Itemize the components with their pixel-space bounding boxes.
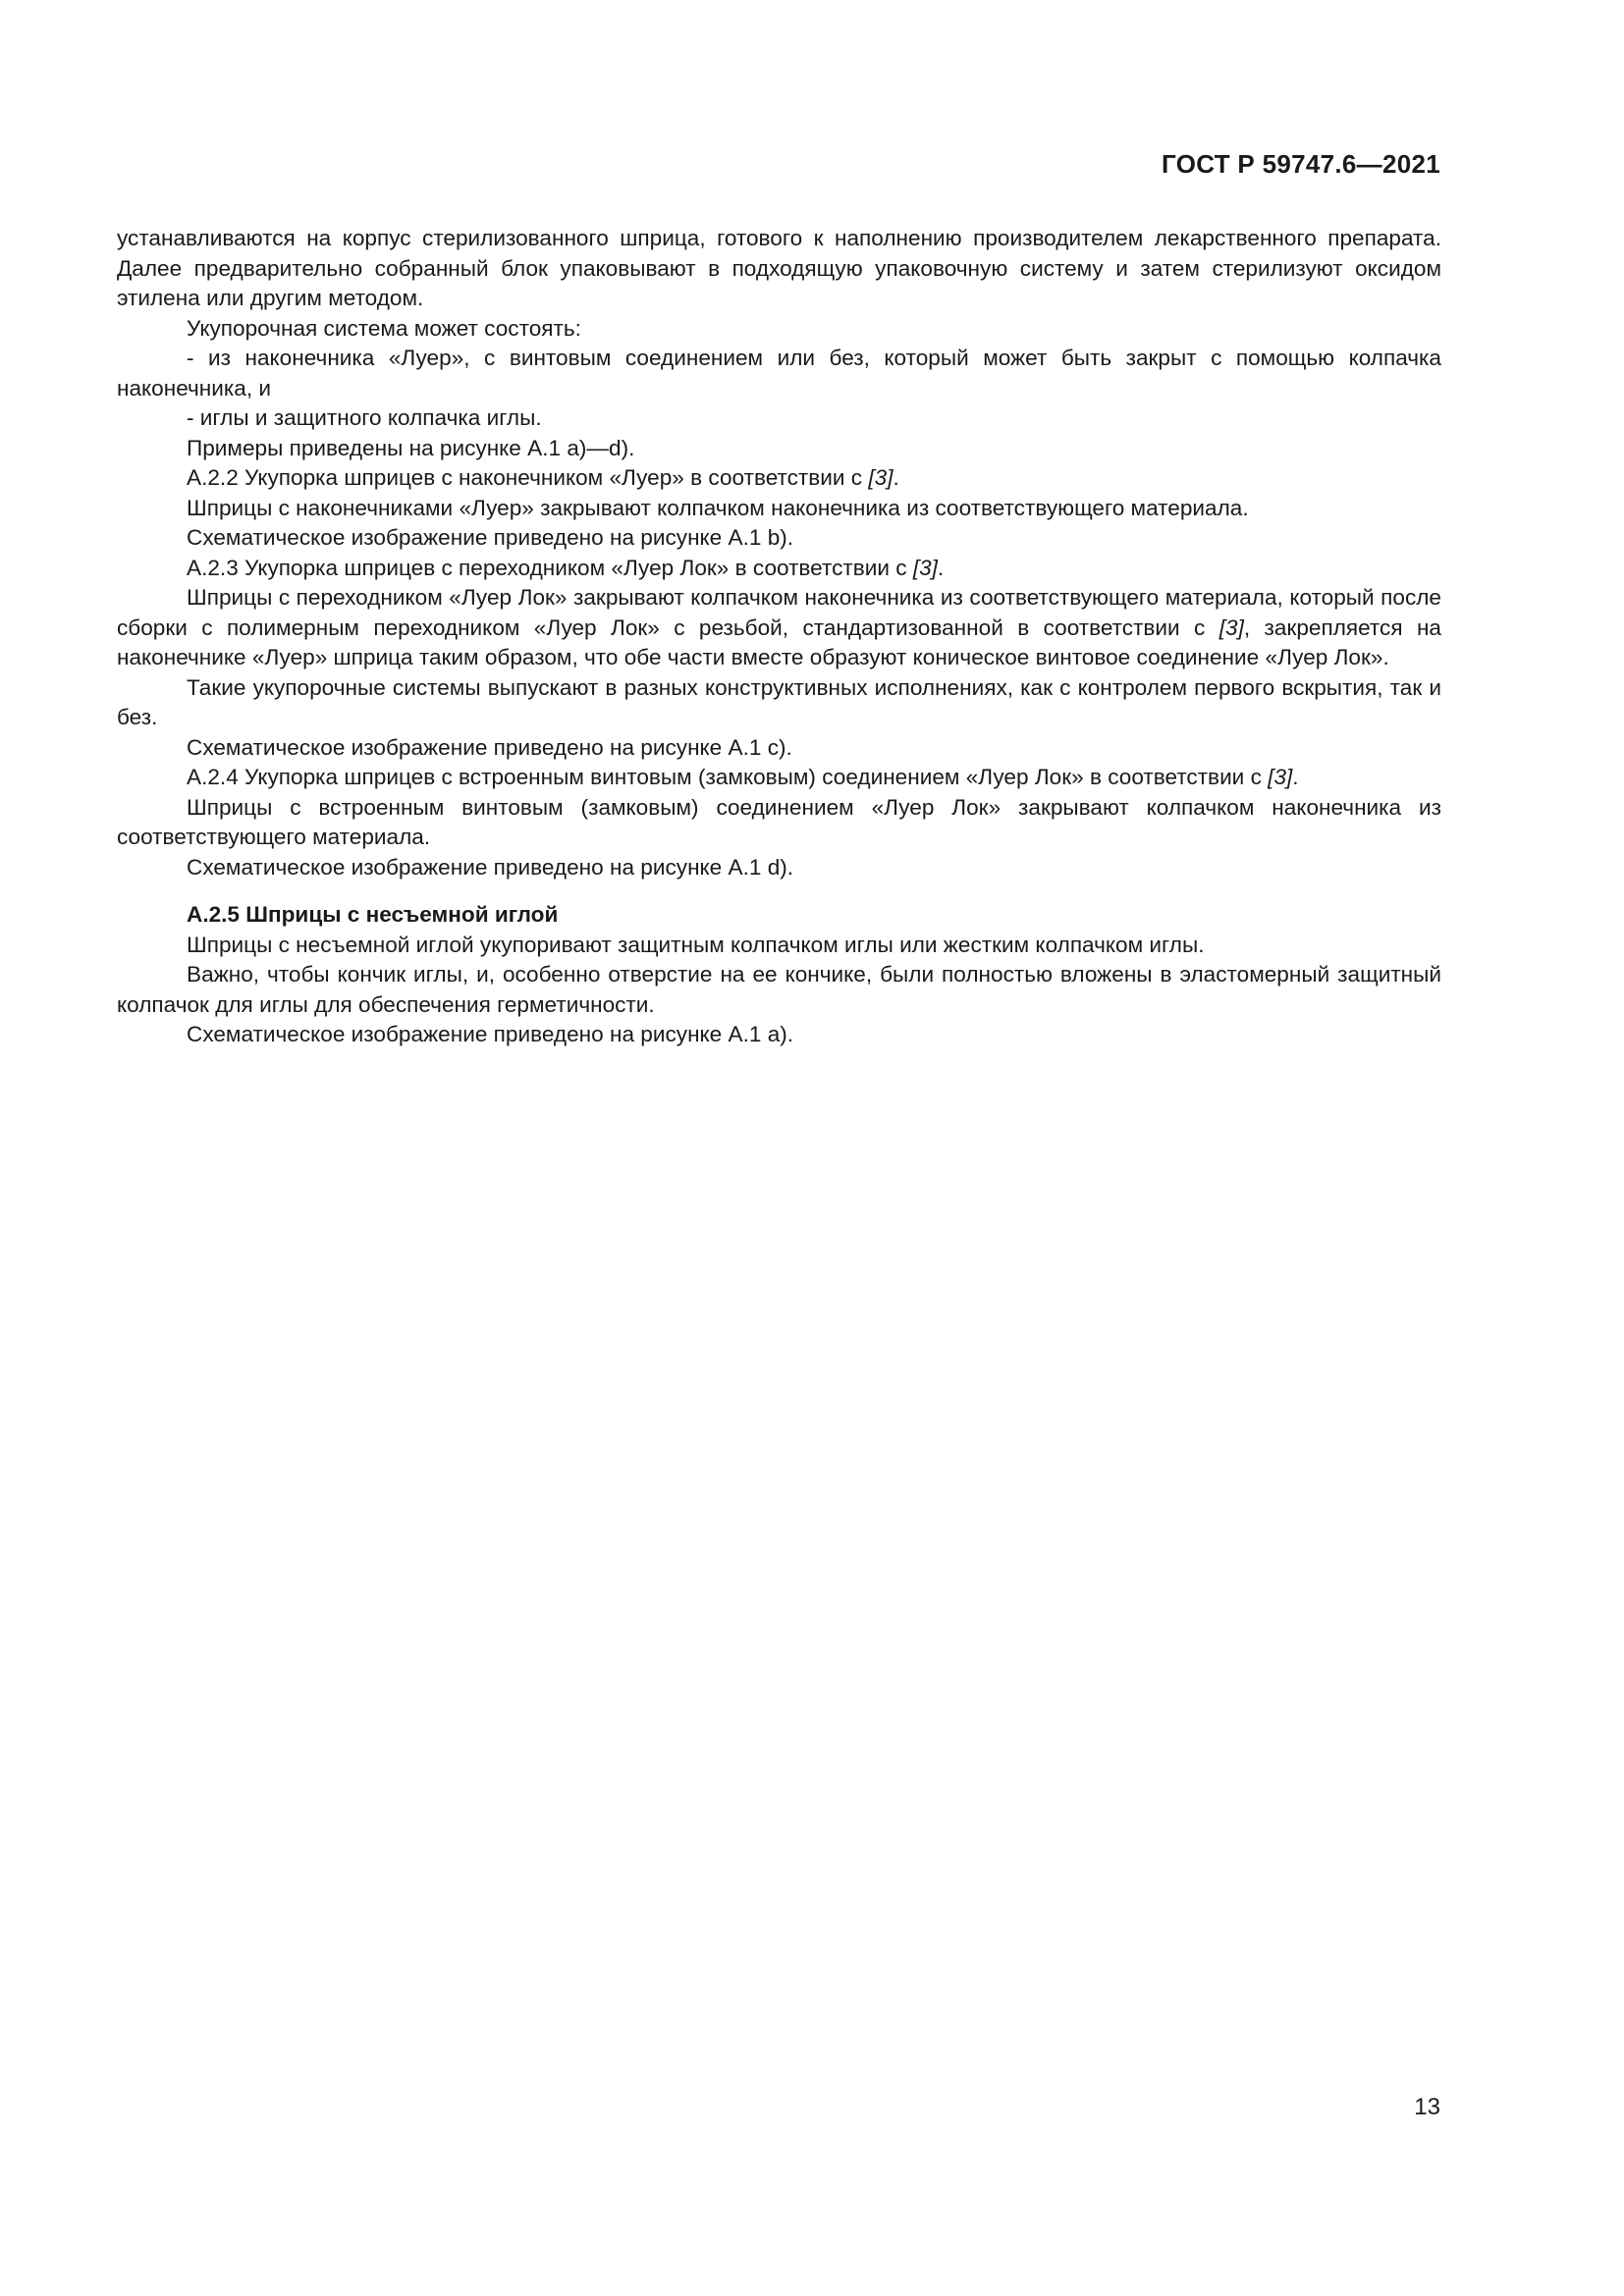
clause-a-2-4: А.2.4 Укупорка шприцев с встроенным винтовым (замковым) соединением «Луер Лок» в соответствии с [3]. xyxy=(187,765,1299,789)
clause-a-2-3: А.2.3 Укупорка шприцев с переходником «Луер Лок» в соответствии с [3]. xyxy=(187,555,945,580)
paragraph: Шприцы с наконечниками «Луер» закрывают колпачком наконечника из соответствующего материала. xyxy=(187,495,1249,520)
list-item: - из наконечника «Луер», с винтовым соединением или без, который может быть закрыт с помощью колпачка наконечника, и xyxy=(117,346,1441,400)
document-header: ГОСТ Р 59747.6—2021 xyxy=(1162,149,1440,179)
paragraph: Схематическое изображение приведено на рисунке А.1 c). xyxy=(187,734,792,760)
paragraph: Важно, чтобы кончик иглы, и, особенно отверстие на ее кончике, были полностью вложены в эластомерный защитный колпачок для иглы для обеспечения герметичности. xyxy=(117,962,1441,1017)
paragraph: Шприцы с переходником «Луер Лок» закрывают колпачком наконечника из соответствующего материала, который после сборки с полимерным переходником «Луер Лок» с резьбой, стандартизованной в соответствии с [3], закрепляется на наконечнике «Луер» шприца таким образом, что обе части вместе образуют коническое винтовое соединение «Луер Лок». xyxy=(117,585,1441,669)
paragraph: Укупорочная система может состоять: xyxy=(187,315,581,341)
paragraph: устанавливаются на корпус стерилизованного шприца, готового к наполнению производителем лекарственного препарата. Далее предварительно собранный блок упаковывают в подходящую упаковочную систему и затем стерилизуют оксидом этилена или другим методом. xyxy=(117,226,1441,310)
paragraph: Шприцы с несъемной иглой укупоривают защитным колпачком иглы или жестким колпачком иглы. xyxy=(187,932,1205,957)
paragraph: Схематическое изображение приведено на рисунке А.1 d). xyxy=(187,854,794,880)
paragraph: Такие укупорочные системы выпускают в разных конструктивных исполнениях, как с контролем первого вскрытия, так и без. xyxy=(117,674,1441,729)
bibliography-reference: [3] xyxy=(912,555,938,580)
clause-a-2-2: А.2.2 Укупорка шприцев с наконечником «Луер» в соответствии с [3]. xyxy=(187,465,899,490)
page-number: 13 xyxy=(1414,2094,1440,2120)
paragraph: Схематическое изображение приведено на рисунке А.1 a). xyxy=(187,1022,794,1046)
bibliography-reference: [3] xyxy=(1218,614,1244,640)
paragraph: Схематическое изображение приведено на рисунке А.1 b). xyxy=(187,525,794,550)
bibliography-reference: [3] xyxy=(1268,765,1293,789)
paragraph: Примеры приведены на рисунке А.1 а)—d). xyxy=(187,435,635,460)
bibliography-reference: [3] xyxy=(868,465,893,490)
document-body xyxy=(117,224,1441,1050)
paragraph: Шприцы с встроенным винтовым (замковым) соединением «Луер Лок» закрывают колпачком наконечника из соответствующего материала. xyxy=(117,794,1441,849)
list-item: - иглы и защитного колпачка иглы. xyxy=(187,405,542,430)
section-heading-a-2-5: А.2.5 Шприцы с несъемной иглой xyxy=(187,902,559,927)
